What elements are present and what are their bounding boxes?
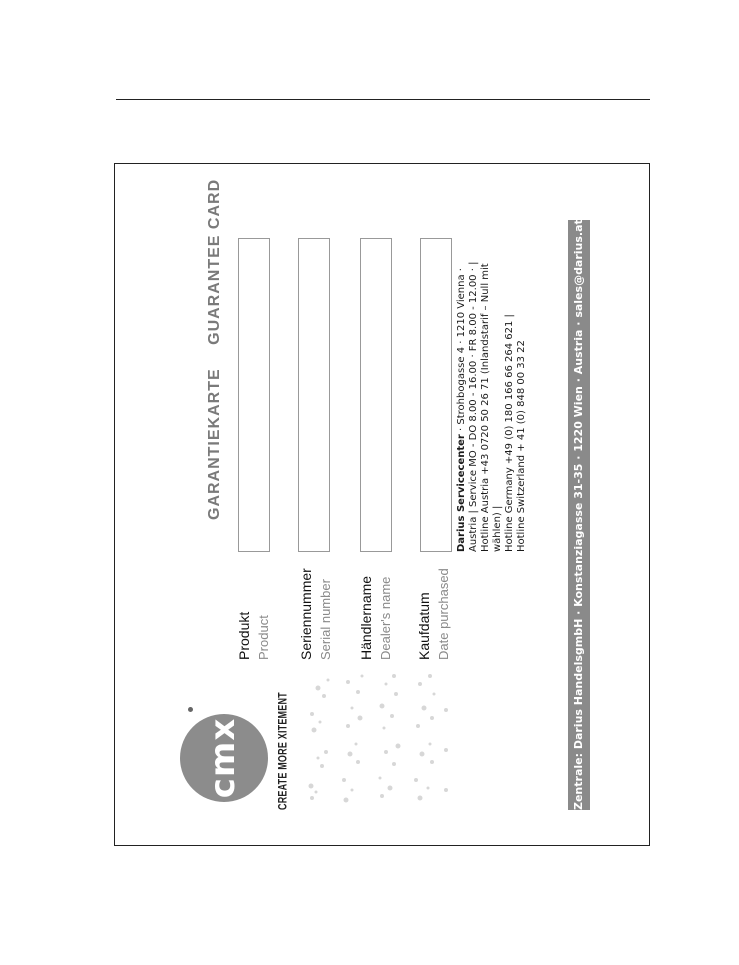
field-sub-date: Date purchased: [436, 568, 451, 660]
product-field[interactable]: [238, 238, 270, 552]
service-info: [456, 222, 528, 552]
footer-band: Zentrale: Darius HandelsgmbH · Konstanziagasse 31-35 · 1220 Wien · Austria · sales@darius.at: [568, 220, 590, 810]
field-label-date: Kaufdatum: [416, 592, 432, 660]
card-title: [206, 161, 224, 520]
service-line-5: Hotline Switzerland + 41 (0) 848 00 33 22: [516, 340, 527, 552]
field-label-dealer: Händlername: [358, 575, 374, 660]
field-label-product: Produkt: [236, 611, 252, 660]
logo-tagline: CREATE MORE XITEMENT: [276, 692, 289, 810]
top-rule: [116, 99, 650, 100]
dealer-name-field[interactable]: [360, 238, 392, 552]
field-sub-serial: Serial number: [318, 579, 333, 660]
service-center-name: Darius Servicecenter: [456, 434, 467, 552]
guarantee-card: [176, 178, 596, 810]
service-line-4: Hotline Germany +49 (0) 180 166 66 264 621 |: [504, 314, 515, 552]
service-line-1: [456, 222, 468, 552]
title-en: GUARANTEE CARD: [206, 178, 223, 345]
guarantee-card-content: [176, 178, 596, 810]
date-purchased-field[interactable]: [420, 238, 452, 552]
service-address: · Strohbogasse 4 · 1210 Vienna ·: [456, 268, 467, 435]
field-label-serial: Seriennummer: [298, 568, 314, 660]
title-de: GARANTIEKARTE: [206, 368, 223, 520]
service-line-2: Austria | Service MO - DO 8.00 - 16.00 · FR 8.00 - 12.00 · |: [468, 261, 479, 552]
field-sub-product: Product: [256, 615, 271, 660]
cmx-logo-text: cmx: [203, 717, 243, 799]
serial-number-field[interactable]: [298, 238, 330, 552]
service-line-3: Hotline Austria +43 0720 50 26 71 (Inlandstarif – Null mit wählen) |: [480, 263, 503, 552]
decorative-pattern: [302, 670, 452, 810]
field-sub-dealer: Dealer's name: [378, 576, 393, 660]
registered-mark-icon: [188, 707, 193, 712]
